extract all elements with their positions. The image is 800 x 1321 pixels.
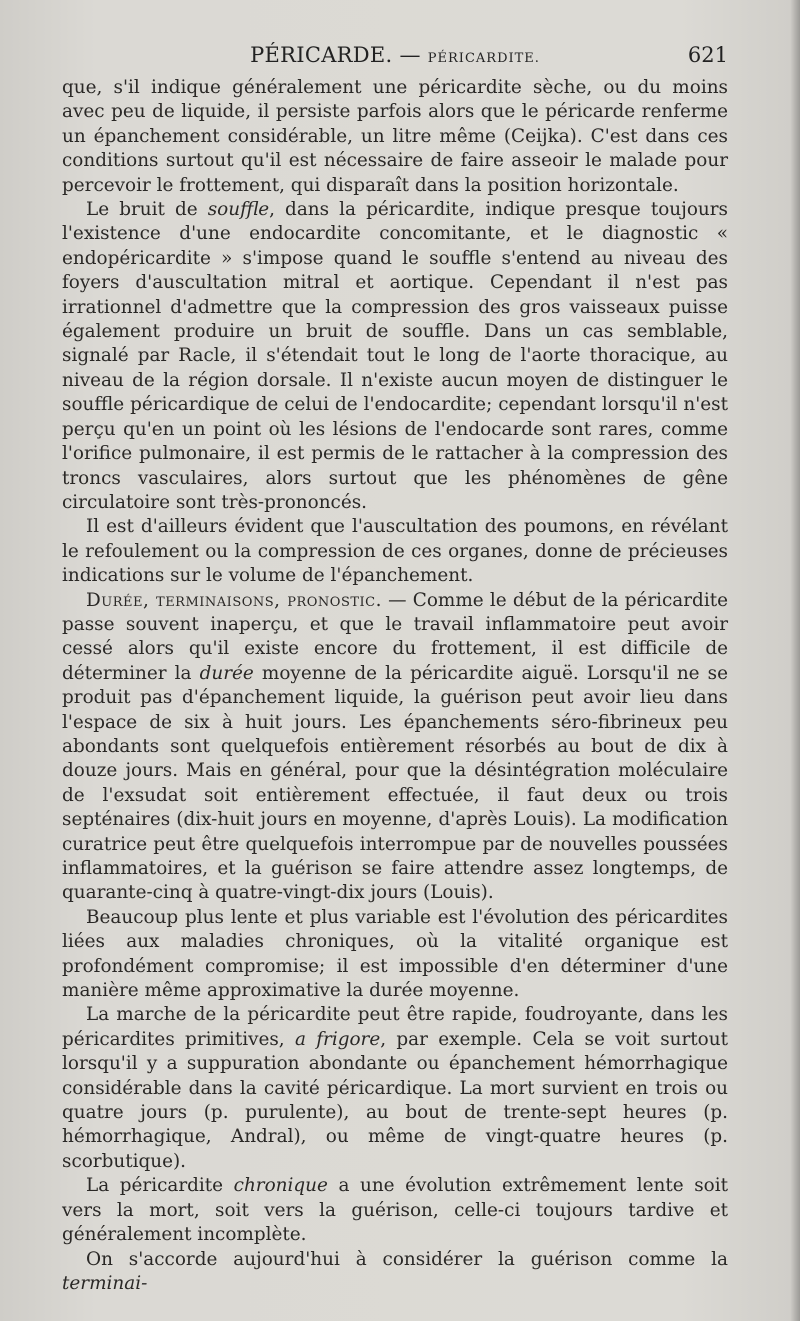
italic-text: terminai- xyxy=(62,1272,148,1294)
paragraph xyxy=(62,515,728,588)
text-run: a une évolution extrêmement lente soit vers la mort, soit vers la guérison, celle-ci toujours tardive et généralement incomplète. xyxy=(62,1175,728,1246)
text-run: que, s'il indique généralement une péricardite sèche, ou du moins avec peu de liquide, il persiste parfois alors que le péricarde renferme un épanchement considérable, un litre même (Ceijka). C'est dans ces conditions surtout qu'il est nécessaire de faire asseoir le malade pour percevoir le frottement, qui disparaît dans la position horizontale. xyxy=(62,77,728,196)
paragraph xyxy=(62,906,728,1004)
italic-text: souffle xyxy=(207,199,270,221)
running-header xyxy=(62,40,728,70)
italic-text: chronique xyxy=(233,1175,328,1197)
section-heading: Durée, terminaisons, pronostic. xyxy=(86,589,382,611)
text-run: Beaucoup plus lente et plus variable est l'évolution des péricardites liées aux maladies chroniques, où la vitalité organique est profondément compromise; il est impossible d'en déterminer d'une manière même approximative la durée moyenne. xyxy=(62,906,728,1002)
paragraph xyxy=(62,76,728,198)
body-text xyxy=(62,76,728,1296)
paragraph xyxy=(62,1003,728,1174)
text-run: moyenne de la péricardite aiguë. Lorsqu'il ne se produit pas d'épanchement liquide, la guérison peut avoir lieu dans l'espace de six à huit jours. Les épanchements séro-fibrineux peu abondants sont quelquefois entièrement résorbés au bout de dix à douze jours. Mais en général, pour que la désintégration moléculaire de l'exsudat soit entièrement effectuée, il faut deux ou trois septénaires (dix-huit jours en moyenne, d'après Louis). La modification curatrice peut être quelquefois interrompue par de nouvelles poussées inflammatoires, et la guérison se faire attendre assez longtemps, de quarante-cinq à quatre-vingt-dix jours (Louis). xyxy=(62,662,728,904)
page-number: 621 xyxy=(687,43,728,67)
text-run: Le bruit de xyxy=(86,199,208,221)
text-run: On s'accorde aujourd'hui à considérer la guérison comme la xyxy=(86,1248,728,1270)
text-run: La marche de la péricardite peut être rapide, foudroyante, dans les péricardites primitives, xyxy=(62,1004,728,1050)
paragraph xyxy=(62,198,728,515)
running-title-main: PÉRICARDE. — xyxy=(250,43,421,67)
paragraph xyxy=(62,589,728,906)
italic-text: a frigore xyxy=(294,1028,381,1050)
text-run: Il est d'ailleurs évident que l'auscultation des poumons, en révélant le refoulement ou la compression de ces organes, donne de précieuses indications sur le volume de l'épanchement. xyxy=(62,516,728,587)
text-run: , dans la péricardite, indique presque toujours l'existence d'une endocardite concomitante, et le diagnostic « endopéricardite » s'impose quand le souffle s'entend au niveau des foyers d'auscultation mitral et aortique. Cependant il n'est pas irrationnel d'admettre que la compression des gros vaisseaux puisse également produire un bruit de souffle. Dans un cas semblable, signalé par Racle, il s'étendait tout le long de l'aorte thoracique, au niveau de la région dorsale. Il n'existe aucun moyen de distinguer le souffle péricardique de celui de l'endocardite; cependant lorsqu'il n'est perçu qu'en un point où les lésions de l'endocarde sont rares, comme l'orifice pulmonaire, il est permis de le rattacher à la compression des troncs vasculaires, alors surtout que les phénomènes de gêne circulatoire sont très-prononcés. xyxy=(62,199,728,513)
paragraph xyxy=(62,1174,728,1247)
running-title xyxy=(62,40,728,74)
text-run: La péricardite xyxy=(86,1175,234,1197)
text-run: , par exemple. Cela se voit surtout lorsqu'il y a suppuration abondante ou épanchement hémorrhagique considérable dans la cavité péricardique. La mort survient en trois ou quatre jours (p. purulente), au bout de trente-sept heures (p. hémorrhagique, Andral), ou même de vingt-quatre heures (p. scorbutique). xyxy=(62,1028,728,1172)
text-run: — Comme le début de la péricardite passe souvent inaperçu, et que le travail inflammatoire peut avoir cessé alors qu'il existe encore du frottement, il est difficile de déterminer la xyxy=(62,589,728,684)
paragraph xyxy=(62,1248,728,1297)
italic-text: durée xyxy=(199,662,254,684)
running-title-sub: PÉRICARDITE. xyxy=(427,51,540,66)
